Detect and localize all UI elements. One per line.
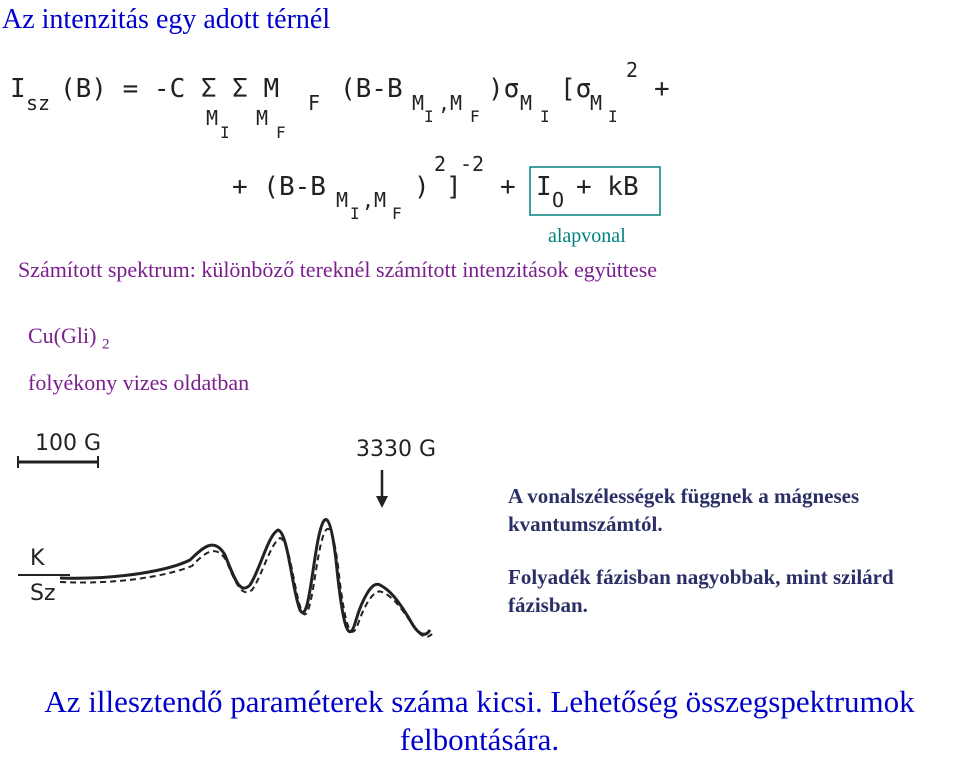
spectrum-curve-solid (60, 520, 430, 635)
esr-spectrum-figure (0, 420, 470, 670)
formula-sig-sub1: M (520, 91, 533, 115)
formula-sig2-sub2: I (608, 107, 618, 126)
formula2-baseline-rest: + kB (576, 172, 639, 202)
formula-sum1-sub1: M (206, 106, 219, 130)
formula-arg: (B) = -C Σ Σ M (60, 74, 280, 104)
formula-mf2-sub1: M (450, 91, 463, 115)
formula-mf2-sub2: F (470, 107, 480, 126)
formula2-baseline-i: I (536, 172, 552, 202)
formula-ms-sub1: M (412, 91, 425, 115)
formula2-start: + (B-B (232, 172, 326, 202)
formula2-baseline-sub: O (552, 188, 565, 212)
curve-label-sz: Sz (30, 581, 56, 606)
note-phase: Folyadék fázisban nagyobbak, mint szilárd fázisban. (508, 565, 894, 617)
formula-lhs-sub: sz (26, 91, 51, 115)
conclusion-text: Az illesztendő paraméterek száma kicsi. Lehetőség összegspektrumok felbontására. (44, 684, 915, 757)
formula-sig2-sub1: M (590, 91, 603, 115)
medium-text: folyékony vizes oldatban (28, 370, 250, 395)
formula-sum2-sub1: M (256, 106, 269, 130)
formula-mf-sub: F (308, 91, 321, 115)
subtitle: Számított spektrum: különböző tereknél számított intenzitások együttese (18, 257, 658, 282)
formula-bracket: (B-B (340, 74, 403, 104)
scale-label: 100 G (35, 431, 102, 456)
formula-sum1-sub2: I (220, 123, 230, 142)
compound-name: Cu(Gli) (28, 323, 97, 348)
formula-ms-sub2: I (424, 107, 434, 126)
formula2-plus: + (500, 172, 516, 202)
formula-open2: [σ (560, 74, 592, 104)
compound-sub: 2 (101, 336, 110, 353)
note-linewidth: A vonalszélességek függnek a mágneses kvantumszámtól. (508, 484, 860, 536)
formula2-bracket: ] (446, 172, 462, 202)
formula-sum2-sub2: F (276, 123, 286, 142)
curve-label-k: K (30, 546, 45, 571)
formula-close: )σ (488, 74, 520, 104)
baseline-label: alapvonal (548, 225, 626, 247)
formula-lhs: I (10, 74, 26, 104)
formula2-s4: F (392, 204, 402, 223)
formula-sig-sub2: I (540, 107, 550, 126)
formula2-s1: M (336, 188, 349, 212)
formula2-close: ) (414, 172, 430, 202)
formula2-neg2: -2 (460, 152, 485, 176)
formula-exp: 2 (626, 58, 639, 82)
formula2-s3: M (374, 188, 387, 212)
formula-comma: , (438, 91, 451, 115)
formula2-s2: I (350, 204, 360, 223)
formula-plus: + (654, 74, 670, 104)
formula2-exp: 2 (434, 152, 447, 176)
field-label: 3330 G (356, 437, 437, 462)
spectrum-curve-dashed (60, 529, 432, 637)
formula2-comma: , (362, 188, 375, 212)
compound-formula (28, 323, 109, 353)
page-title: Az intenzitás egy adott térnél (2, 4, 331, 35)
